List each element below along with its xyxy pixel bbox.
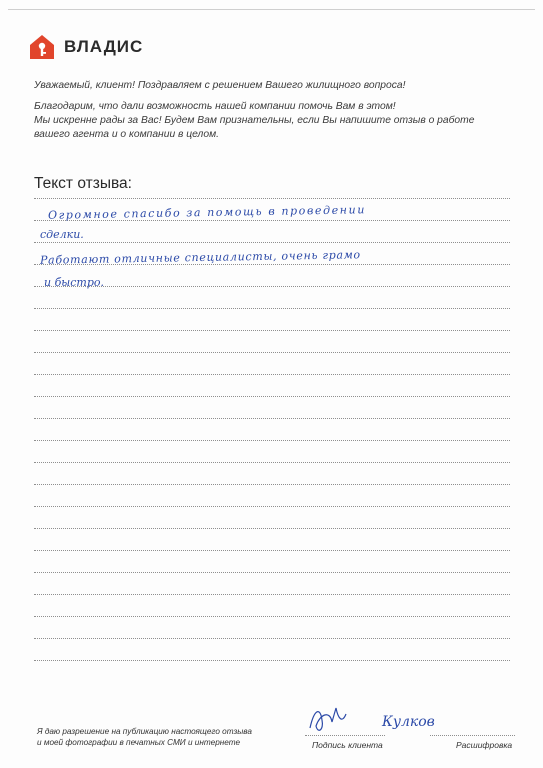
- greeting-line: Уважаемый, клиент! Поздравляем с решением Вашего жилищного вопроса!: [34, 80, 406, 91]
- signature-label: Подпись клиента: [312, 740, 383, 750]
- request-line-cont: вашего агента и о компании в целом.: [34, 129, 219, 140]
- writing-line: [34, 660, 510, 661]
- review-heading: Текст отзыва:: [34, 175, 132, 192]
- decryption-label: Расшифровка: [456, 740, 513, 750]
- writing-line: [34, 440, 510, 441]
- writing-line: [34, 396, 510, 397]
- brand-name: ВЛАДИС: [64, 37, 144, 56]
- writing-line: [34, 616, 510, 617]
- intro-text: [34, 79, 514, 142]
- handwritten-line: Работают отличные специалисты, очень грамо: [39, 248, 361, 267]
- writing-line: [34, 594, 510, 595]
- writing-line: [34, 638, 510, 639]
- writing-line: [34, 352, 510, 353]
- writing-line: [34, 374, 510, 375]
- writing-line: [34, 308, 510, 309]
- thanks-line: Благодарим, что дали возможность нашей компании помочь Вам в этом!: [34, 101, 396, 112]
- writing-line: [34, 198, 510, 199]
- writing-line: [34, 462, 510, 463]
- consent-note: [37, 726, 252, 748]
- handwritten-line: Огромное спасибо за помощь в проведении: [47, 203, 367, 222]
- handwritten-line: сделки.: [40, 228, 84, 241]
- writing-line: [34, 506, 510, 507]
- signature-line: [305, 735, 385, 736]
- writing-line: [34, 550, 510, 551]
- consent-line: и моей фотографии в печатных СМИ и интернете: [37, 738, 241, 747]
- writing-line: [34, 286, 510, 287]
- signature-name: Кулков: [382, 714, 435, 730]
- writing-line: [34, 242, 510, 243]
- client-signature: [300, 700, 480, 740]
- writing-line: [34, 484, 510, 485]
- writing-line: [34, 418, 510, 419]
- writing-line: [34, 330, 510, 331]
- writing-line: [34, 572, 510, 573]
- writing-line: [34, 528, 510, 529]
- house-key-icon: [28, 33, 56, 61]
- company-logo: [28, 33, 143, 61]
- consent-line: Я даю разрешение на публикацию настоящего отзыва: [37, 727, 252, 736]
- request-line: Мы искренне рады за Вас! Будем Вам признательны, если Вы напишите отзыв о работе: [34, 115, 475, 126]
- handwritten-line: и быстро.: [44, 276, 105, 289]
- top-border: [8, 9, 535, 10]
- decryption-line: [430, 735, 515, 736]
